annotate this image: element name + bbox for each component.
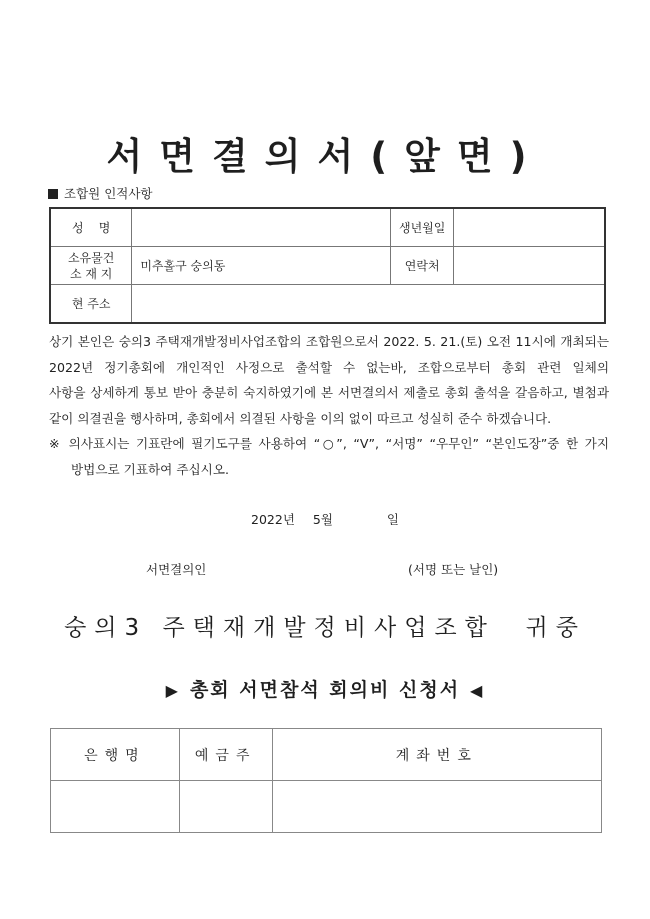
square-bullet-icon bbox=[48, 189, 58, 199]
table-row bbox=[50, 285, 605, 324]
paragraph-line: 사항을 상세하게 통보 받아 충분히 숙지하였기에 본 서면결의서 제출로 총회 출석을 갈음하고, 별첨과 bbox=[49, 385, 609, 400]
section-heading bbox=[48, 184, 153, 202]
table-row bbox=[50, 247, 605, 285]
paragraph-line: 상기 본인은 숭의3 주택재개발정비사업조합의 조합원으로서 2022. 5. 21.(토) 오전 11시에 개최되는 bbox=[49, 334, 609, 349]
name-label bbox=[50, 208, 132, 247]
member-info-table bbox=[49, 207, 606, 324]
property-label-line1: 소유물건 bbox=[67, 250, 115, 265]
date-month: 5월 bbox=[312, 512, 333, 527]
bank-account-table bbox=[50, 728, 602, 833]
account-number-field[interactable] bbox=[272, 781, 601, 833]
signer-label: 서면결의인 bbox=[146, 562, 207, 577]
birth-field[interactable] bbox=[454, 208, 605, 247]
property-label-line2: 소 재 지 bbox=[69, 266, 113, 281]
name-label-text: 성 명 bbox=[71, 221, 111, 235]
name-field[interactable] bbox=[132, 208, 391, 247]
voting-note bbox=[49, 431, 609, 483]
table-header-row bbox=[51, 729, 602, 781]
note-line: 방법으로 기표하여 주십시오. bbox=[71, 462, 229, 477]
triangle-left-icon: ◀ bbox=[470, 681, 485, 700]
bank-name-field[interactable] bbox=[51, 781, 180, 833]
property-location-label bbox=[50, 247, 132, 285]
note-line: ※ 의사표시는 기표란에 필기도구를 사용하여 “○”, “V”, “서명” “우무인” “본인도장”중 한 가지 bbox=[49, 436, 609, 451]
application-title: 총회 서면참석 회의비 신청서 bbox=[189, 679, 461, 701]
paragraph-line: 2022년 정기총회에 개인적인 사정으로 출석할 수 없는바, 조합으로부터 총회 관련 일체의 bbox=[49, 359, 609, 375]
application-title-row bbox=[0, 675, 650, 702]
declaration-paragraph bbox=[49, 329, 609, 431]
table-row bbox=[50, 208, 605, 247]
table-row bbox=[51, 781, 602, 833]
paragraph-line: 같이 의결권을 행사하며, 총회에서 의결된 사항을 이의 없이 따르고 성실히 준수 하겠습니다. bbox=[49, 410, 552, 426]
account-number-header: 계좌번호 bbox=[272, 729, 601, 781]
sign-hint: (서명 또는 날인) bbox=[408, 562, 499, 577]
date-year: 2022년 bbox=[251, 512, 295, 527]
account-holder-field[interactable] bbox=[179, 781, 272, 833]
triangle-right-icon: ▶ bbox=[165, 681, 180, 700]
contact-field[interactable] bbox=[454, 247, 605, 285]
date-line bbox=[0, 510, 650, 528]
contact-label: 연락처 bbox=[391, 247, 454, 285]
document-title: 서면결의서(앞면) bbox=[106, 135, 544, 178]
address-label: 현 주소 bbox=[50, 285, 132, 324]
account-holder-header: 예금주 bbox=[179, 729, 272, 781]
section-heading-label: 조합원 인적사항 bbox=[64, 186, 153, 201]
property-location-field[interactable]: 미추홀구 숭의동 bbox=[132, 247, 391, 285]
birth-label: 생년월일 bbox=[391, 208, 454, 247]
bank-name-header: 은행명 bbox=[51, 729, 180, 781]
date-day: 일 bbox=[386, 512, 399, 527]
addressee: 숭의3 주택재개발정비사업조합 귀중 bbox=[64, 615, 586, 641]
address-field[interactable] bbox=[132, 285, 605, 324]
